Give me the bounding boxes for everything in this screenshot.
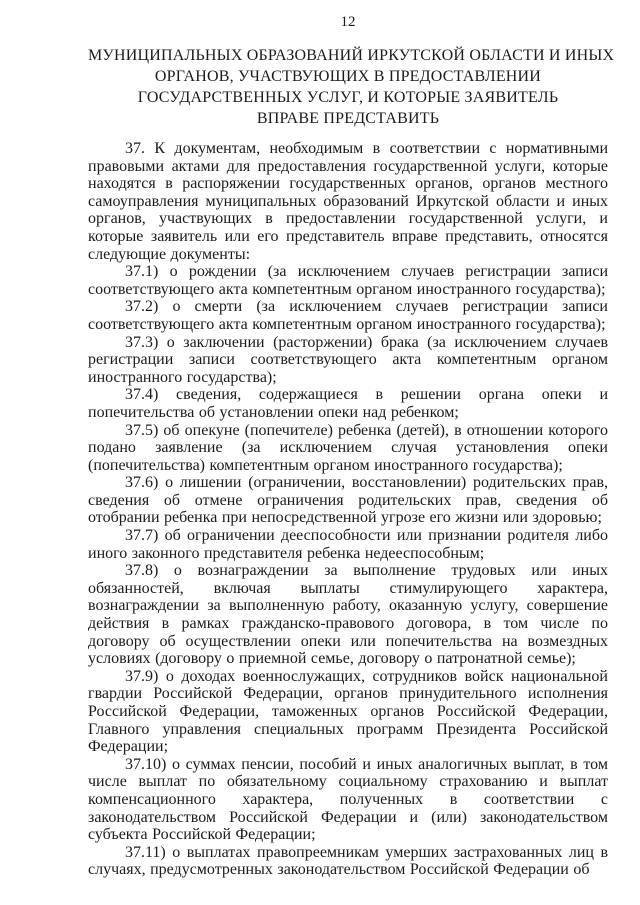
- page-number: 12: [340, 14, 356, 30]
- body-paragraph: 37.7) об ограничении дееспособности или признании родителя либо иного законного представителя ребенка недееспособным;: [88, 527, 608, 562]
- body-paragraph: 37.9) о доходах военнослужащих, сотрудников войск национальной гвардии Российской Федерации, органов принудительного исполнения Российской Федерации, таможенных органов Российской Федерации, Главного управления специальных программ Президента Российской Федерации;: [88, 667, 608, 756]
- document-title-line: МУНИЦИПАЛЬНЫХ ОБРАЗОВАНИЙ ИРКУТСКОЙ ОБЛАСТИ И ИНЫХ: [88, 47, 615, 64]
- document-title-line: ВПРАВЕ ПРЕДСТАВИТЬ: [256, 110, 440, 127]
- body-paragraph: 37. К документам, необходимым в соответствии с нормативными правовыми актами для предоставления государственной услуги, которые находятся в распоряжении государственных органов, органов местного самоуправления муниципальных образований Иркутской области и иных органов, участвующих в предоставлении государственной услуги, и которые заявитель или его представитель вправе представить, относятся следующие документы:: [88, 140, 608, 263]
- body-paragraph: 37.6) о лишении (ограничении, восстановлении) родительских прав, сведения об отмене ограничения родительских прав, сведения об отобрании ребенка при непосредственной угрозе его жизни или здоровью;: [88, 474, 608, 527]
- body-paragraph: 37.1) о рождении (за исключением случаев регистрации записи соответствующего акта компетентным органом иностранного государства);: [88, 263, 608, 298]
- body-paragraph: 37.3) о заключении (расторжении) брака (за исключением случаев регистрации записи соответствующего акта компетентным органом иностранного государства);: [88, 333, 608, 386]
- body-paragraph: 37.4) сведения, содержащиеся в решении органа опеки и попечительства об установлении опеки над ребенком;: [88, 386, 608, 421]
- body-paragraph: 37.11) о выплатах правопреемникам умерших застрахованных лиц в случаях, предусмотренных законодательством Российской Федерации об: [88, 843, 608, 879]
- body-paragraph: 37.2) о смерти (за исключением случаев регистрации записи соответствующего акта компетентным органом иностранного государства);: [88, 298, 608, 333]
- document-title: [88, 45, 615, 129]
- text-column: [88, 0, 615, 879]
- body-paragraph: 37.8) о вознаграждении за выполнение трудовых или иных обязанностей, включая выплаты стимулирующего характера, вознаграждении за выполненную работу, оказанную услугу, совершение действия в рамках гражданско-правового договора, в том числе по договору об осуществлении опеки или попечительства на возмездных условиях (договору о приемной семье, договору о патронатной семье);: [88, 562, 608, 668]
- body-paragraph: 37.5) об опекуне (попечителе) ребенка (детей), в отношении которого подано заявление (за исключением случая установления опеки (попечительства) компетентным органом иностранного государства);: [88, 421, 608, 474]
- body-paragraph: 37.10) о суммах пенсии, пособий и иных аналогичных выплат, в том числе выплат по обязательному социальному страхованию и выплат компенсационного характера, полученных в соответствии с законодательством Российской Федерации и (или) законодательством субъекта Российской Федерации;: [88, 755, 608, 844]
- document-title-line: ОРГАНОВ, УЧАСТВУЮЩИХ В ПРЕДОСТАВЛЕНИИ: [154, 68, 542, 85]
- document-title-line: ГОСУДАРСТВЕННЫХ УСЛУГ, И КОТОРЫЕ ЗАЯВИТЕЛЬ: [137, 89, 559, 106]
- document-body: [88, 140, 608, 879]
